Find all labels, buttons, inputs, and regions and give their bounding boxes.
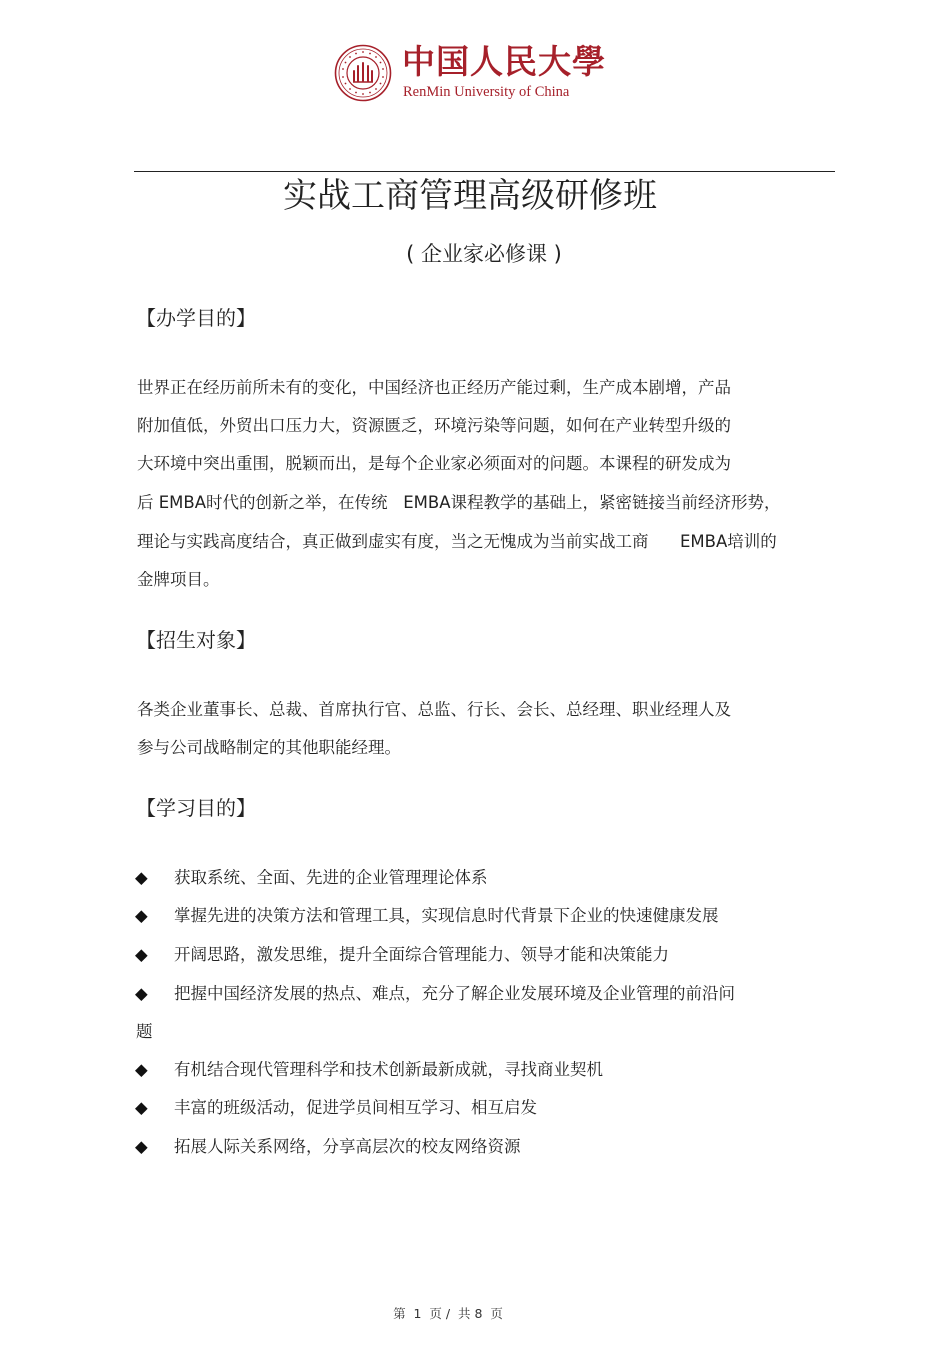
goal-item: 掌握先进的决策方法和管理工具，实现信息时代背景下企业的快速健康发展 (174, 906, 719, 925)
goal-item-continuation: 题 (136, 1022, 153, 1041)
diamond-bullet-icon: ◆ (135, 1137, 148, 1156)
goal-item: 丰富的班级活动，促进学员间相互学习、相互启发 (174, 1098, 537, 1117)
purpose-line: 大环境中突出重围，脱颖而出，是每个企业家必须面对的问题。本课程的研发成为 (137, 454, 731, 473)
section-heading-goals: 【学习目的】 (136, 796, 256, 820)
audience-line: 各类企业董事长、总裁、首席执行官、总监、行长、会长、总经理、职业经理人及 (137, 700, 731, 719)
page-title: 实战工商管理高级研修班 (283, 176, 657, 216)
goal-item: 开阔思路，激发思维，提升全面综合管理能力、领导才能和决策能力 (174, 945, 669, 964)
section-heading-purpose: 【办学目的】 (136, 306, 256, 330)
diamond-bullet-icon: ◆ (135, 984, 148, 1003)
goal-item: 有机结合现代管理科学和技术创新最新成就，寻找商业契机 (174, 1060, 603, 1079)
section-heading-audience: 【招生对象】 (136, 628, 256, 652)
diamond-bullet-icon: ◆ (135, 1098, 148, 1117)
goal-item: 拓展人际关系网络，分享高层次的校友网络资源 (174, 1137, 521, 1156)
purpose-line: 理论与实践高度结合，真正做到虚实有度，当之无愧成为当前实战工商 EMBA培训的 (137, 532, 777, 551)
header-divider (134, 171, 835, 172)
purpose-line: 金牌项目。 (137, 570, 220, 589)
goal-item: 把握中国经济发展的热点、难点，充分了解企业发展环境及企业管理的前沿问 (174, 984, 735, 1003)
university-header (334, 42, 604, 104)
purpose-line: 世界正在经历前所未有的变化，中国经济也正经历产能过剩，生产成本剧增，产品 (137, 378, 731, 397)
diamond-bullet-icon: ◆ (135, 906, 148, 925)
page-subtitle: ( 企业家必修课 ) (406, 242, 562, 266)
page-number-footer: 第 1 页 / 共 8 页 (393, 1306, 503, 1321)
purpose-line: 附加值低，外贸出口压力大，资源匮乏，环境污染等问题，如何在产业转型升级的 (137, 416, 731, 435)
diamond-bullet-icon: ◆ (135, 1060, 148, 1079)
audience-line: 参与公司战略制定的其他职能经理。 (137, 738, 401, 757)
diamond-bullet-icon: ◆ (135, 945, 148, 964)
university-name-en: RenMin University of China (403, 84, 570, 100)
university-name-cn: 中国人民大學 (402, 42, 606, 81)
purpose-line: 后 EMBA时代的创新之举，在传统 EMBA课程教学的基础上，紧密链接当前经济形势， (137, 493, 781, 512)
goal-item: 获取系统、全面、先进的企业管理理论体系 (174, 868, 488, 887)
diamond-bullet-icon: ◆ (135, 868, 148, 887)
university-seal-icon (334, 44, 392, 102)
